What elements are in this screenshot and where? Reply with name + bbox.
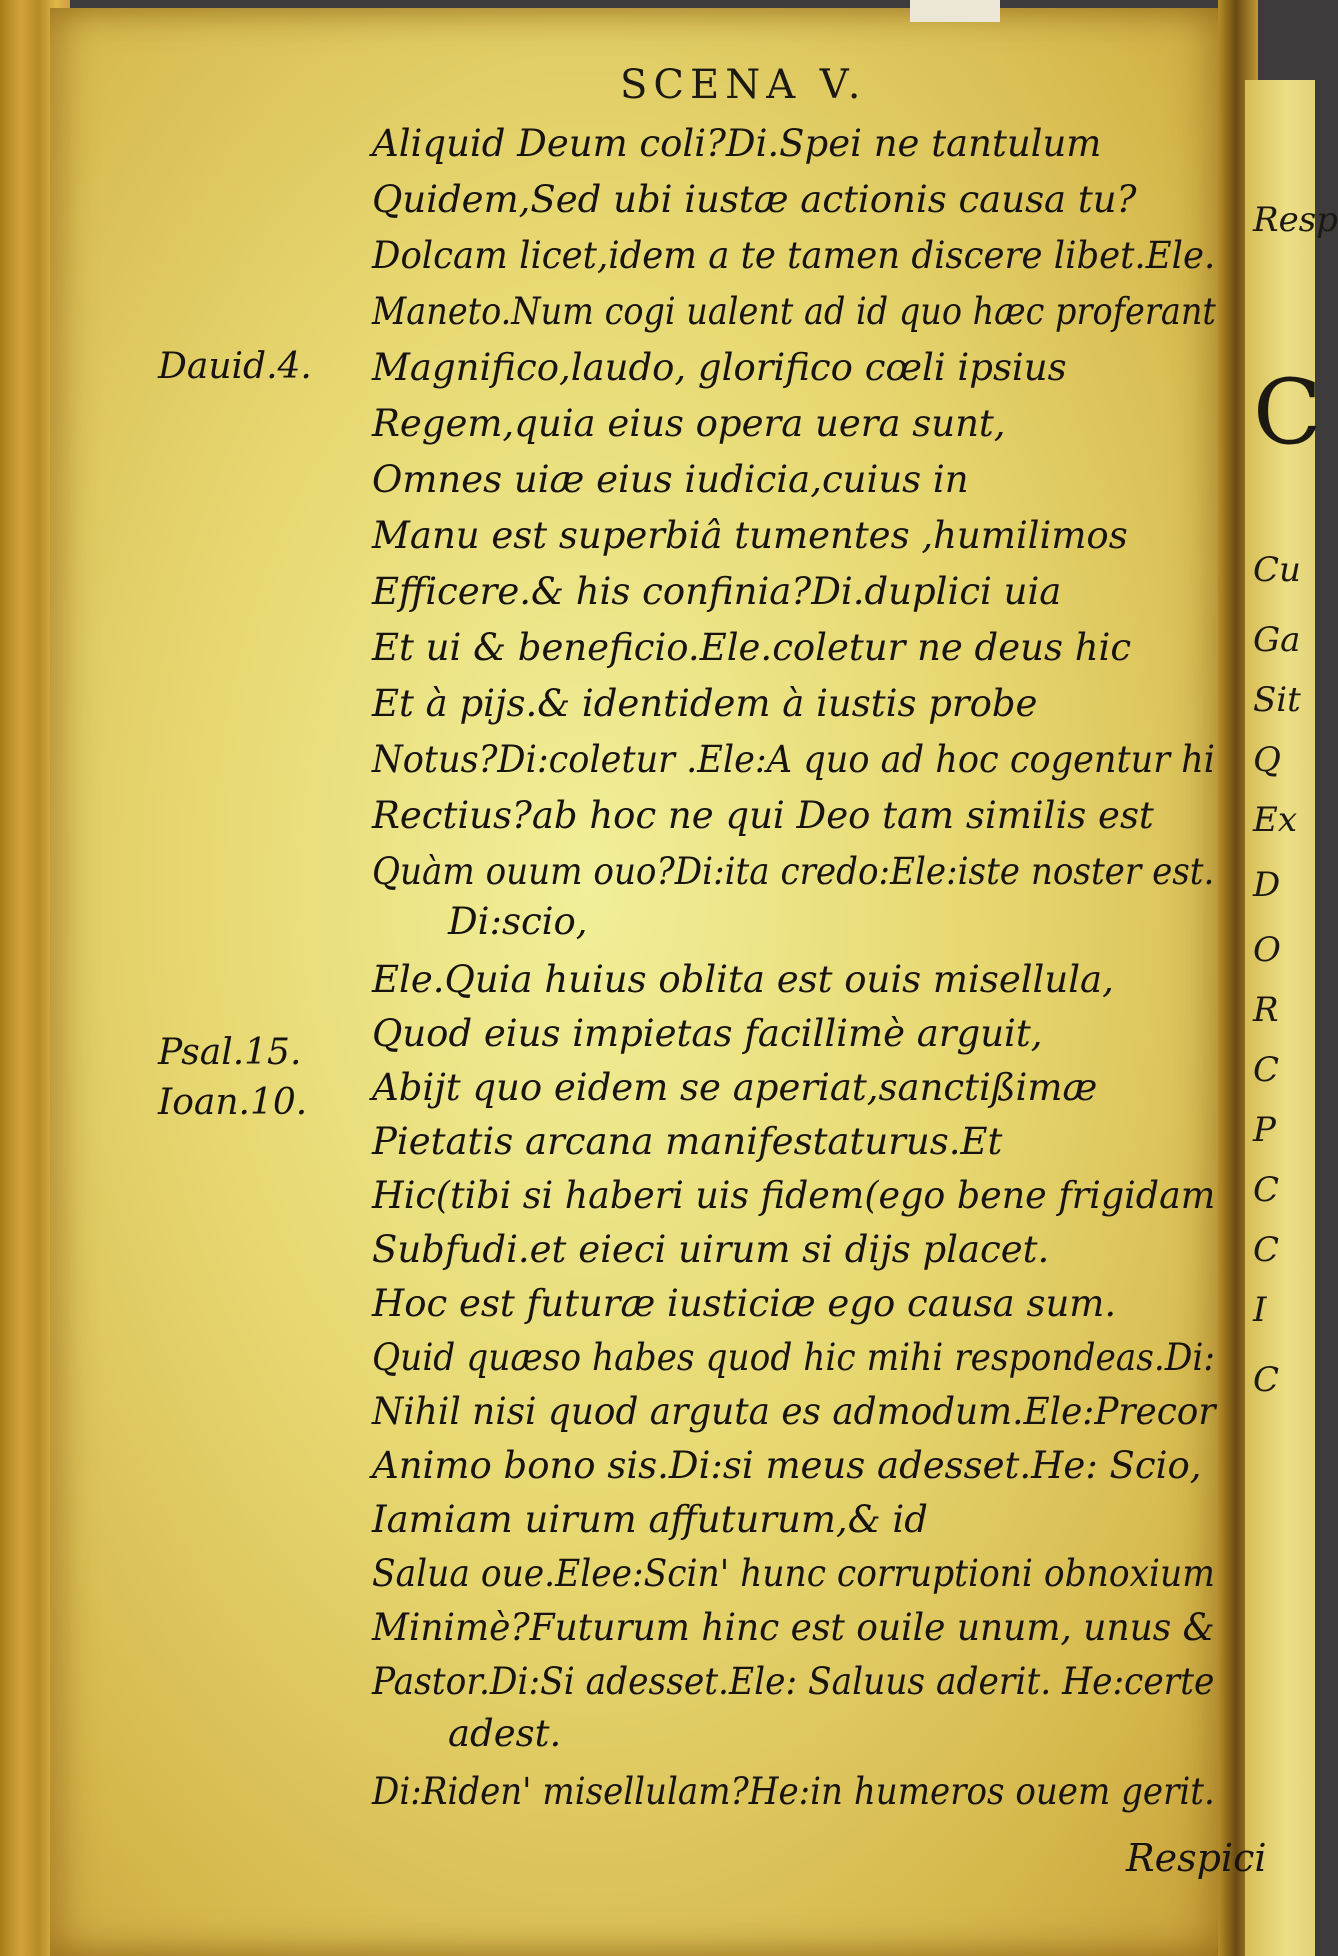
text-line: Rectius?ab hoc ne qui Deo tam similis est: [372, 794, 1154, 837]
facing-fragment: P: [1253, 1110, 1276, 1150]
text-line: Nihil nisi quod arguta es admodum.Ele:Precor: [372, 1390, 1216, 1433]
text-line: Et à pijs.& identidem à iustis probe: [372, 682, 1038, 725]
facing-fragment: C: [1253, 1050, 1280, 1090]
text-line: Minimè?Futurum hinc est ouile unum, unus &: [372, 1606, 1215, 1649]
facing-fragment: Sit: [1253, 680, 1301, 720]
text-line: Maneto.Num cogi ualent ad id quo hæc proferant: [372, 290, 1216, 333]
text-line: Et ui & beneficio.Ele.coletur ne deus hic: [372, 626, 1132, 669]
text-line: Hoc est futuræ iusticiæ ego causa sum.: [372, 1282, 1117, 1325]
catchword: Respici: [1126, 1836, 1267, 1880]
scene-heading: SCENA V.: [620, 62, 867, 108]
text-line: Iamiam uirum affuturum,& id: [372, 1498, 928, 1541]
facing-fragment: C: [1253, 1360, 1280, 1400]
facing-page: [1245, 80, 1338, 1956]
facing-top-word: Resp: [1253, 200, 1338, 240]
facing-fragment: D: [1253, 865, 1281, 905]
text-line: Magnifico,laudo, glorifico cœli ipsius: [372, 346, 1067, 389]
text-line: Di:Riden' misellulam?He:in humeros ouem gerit.: [372, 1770, 1215, 1813]
facing-fragment: C: [1253, 1170, 1280, 1210]
margin-note: Ioan.10.: [158, 1082, 308, 1123]
text-line: Pietatis arcana manifestaturus.Et: [372, 1120, 1003, 1163]
facing-fragment: R: [1253, 990, 1279, 1030]
text-line: Aliquid Deum coli?Di.Spei ne tantulum: [372, 122, 1102, 165]
text-line: Salua oue.Elee:Scin' hunc corruptioni obnoxium: [372, 1552, 1215, 1595]
text-line: Manu est superbiâ tumentes ,humilimos: [372, 514, 1128, 557]
facing-fragment: Q: [1253, 740, 1281, 780]
facing-fragment: Cu: [1253, 550, 1301, 590]
text-line: Quid quæso habes quod hic mihi respondeas.Di:: [372, 1336, 1215, 1379]
text-line: Abijt quo eidem se aperiat,sanctißimæ: [372, 1066, 1098, 1109]
text-line: Efficere.& his confinia?Di.duplici uia: [372, 570, 1062, 613]
text-line: Omnes uiæ eius iudicia,cuius in: [372, 458, 969, 501]
text-line: Subfudi.et eieci uirum si dijs placet.: [372, 1228, 1050, 1271]
text-line: adest.: [448, 1712, 562, 1755]
text-line: Regem,quia eius opera uera sunt,: [372, 402, 1006, 445]
margin-note: Psal.15.: [158, 1032, 302, 1073]
text-line: Notus?Di:coletur .Ele:A quo ad hoc cogentur hi: [372, 738, 1216, 781]
text-line: Quàm ouum ouo?Di:ita credo:Ele:iste noster est.: [372, 850, 1215, 893]
text-line: Dolcam licet,idem a te tamen discere libet.Ele.: [372, 234, 1216, 277]
text-line: Animo bono sis.Di:si meus adesset.He: Scio,: [372, 1444, 1202, 1487]
text-line: Quod eius impietas facillimè arguit,: [372, 1012, 1043, 1055]
text-line: Pastor.Di:Si adesset.Ele: Saluus aderit. He:certe: [372, 1660, 1215, 1703]
text-line: Di:scio,: [448, 900, 588, 943]
bookmark-strip: [910, 0, 1000, 22]
text-line: Ele.Quia huius oblita est ouis misellula,: [372, 958, 1114, 1001]
facing-fragment: I: [1253, 1290, 1267, 1330]
facing-fragment: C: [1253, 1230, 1280, 1270]
facing-fragment: O: [1253, 930, 1281, 970]
text-line: Quidem,Sed ubi iustæ actionis causa tu?: [372, 178, 1137, 221]
facing-fragment: Ex: [1253, 800, 1297, 840]
facing-fragment: Ga: [1253, 620, 1301, 660]
text-line: Hic(tibi si haberi uis fidem(ego bene frigidam: [372, 1174, 1216, 1217]
margin-note: Dauid.4.: [158, 346, 312, 387]
facing-fragment: C: [1253, 360, 1322, 465]
